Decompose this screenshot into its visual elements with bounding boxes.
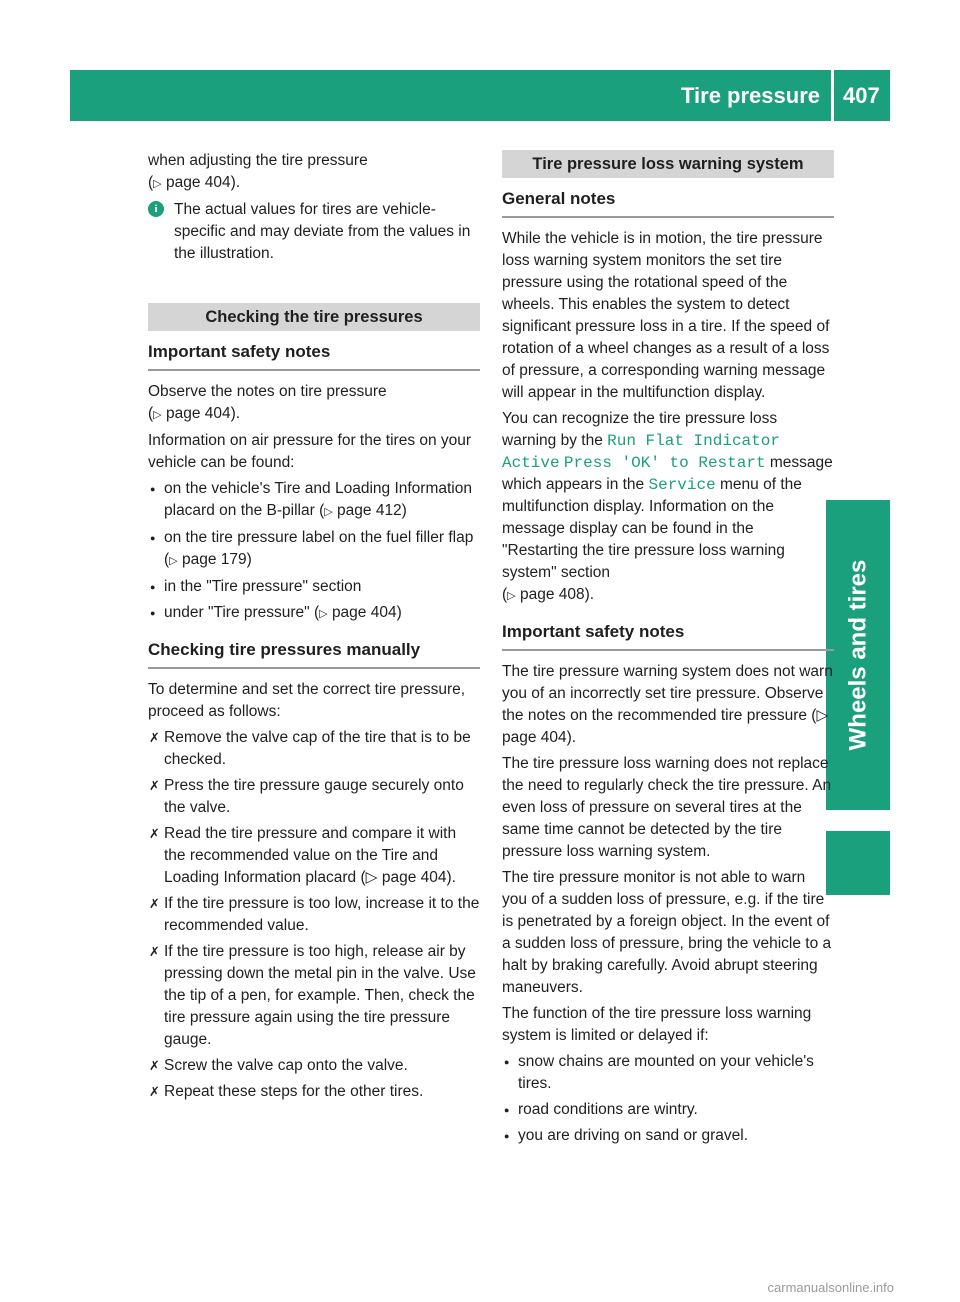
info-note: i The actual values for tires are vehicle-specific and may deviate from the values in the illustration. xyxy=(148,199,480,265)
list-item: ● in the "Tire pressure" section xyxy=(148,576,480,598)
safety-text: The tire pressure warning system does not warn you of an incorrectly set tire pressure. Observe the notes on the recommended tire pressure (▷ page 404). xyxy=(502,663,833,746)
step-item: ✗ Screw the valve cap onto the valve. xyxy=(148,1055,480,1077)
page-ref-link[interactable]: page 412) xyxy=(337,502,407,519)
step-x-icon: ✗ xyxy=(149,1084,160,1099)
page-number: 407 xyxy=(843,83,880,108)
safety-heading: Important safety notes xyxy=(148,341,480,371)
display-menu: Service xyxy=(648,476,716,494)
page-ref-link[interactable]: page 404) xyxy=(331,604,402,621)
section-title: Checking the tire pressures xyxy=(148,303,480,331)
header-separator xyxy=(831,70,834,121)
header-bar xyxy=(70,70,890,121)
list-item: ● on the vehicle's Tire and Loading Information placard on the B-pillar (▷ page 412) xyxy=(148,478,480,523)
watermark: carmanualsonline.info xyxy=(767,1280,894,1295)
section-title: Tire pressure loss warning system xyxy=(502,150,834,178)
safety-text: The tire pressure loss warning does not replace the need to regularly check the tire pressure. An even loss of pressure on several tires at the same time cannot be detected by the tire pressure loss warning system. xyxy=(502,755,832,860)
limited-list xyxy=(502,1051,834,1147)
page-ref-arrow-icon: ▷ xyxy=(507,590,516,602)
header-title: Tire pressure xyxy=(680,83,820,108)
manual-heading: Checking tire pressures manually xyxy=(148,639,480,669)
display-message: Press 'OK' to Restart xyxy=(563,454,766,472)
side-tab xyxy=(826,500,890,810)
side-square-marker xyxy=(826,831,890,895)
step-x-icon: ✗ xyxy=(149,730,160,745)
page-ref-arrow-icon: ▷ xyxy=(153,178,162,190)
step-x-icon: ✗ xyxy=(149,896,160,911)
page-ref-link[interactable]: page 404). xyxy=(165,405,241,422)
left-column xyxy=(148,150,480,1107)
step-item: ✗ Read the tire pressure and compare it with the recommended value on the Tire and Loading Information placard (▷ page 404). xyxy=(149,825,457,886)
list-item: ● under "Tire pressure" (▷ page 404) xyxy=(148,602,480,625)
page-ref-arrow-icon: ▷ xyxy=(324,506,333,518)
safety-heading: Important safety notes xyxy=(502,621,834,651)
right-column xyxy=(502,150,834,1151)
recognize-text: You can recognize the tire pressure loss warning by the Run Flat Indicator Active Press 'OK' to Restart message which appears in the Service menu of the multifunction display. Information on the message display can be found in the "Restarting the tire pressure loss warning system" section (▷ page 408). xyxy=(502,410,833,603)
page-ref-link[interactable]: page 404). xyxy=(165,174,241,191)
step-item: ✗ Remove the valve cap of the tire that is to be checked. xyxy=(149,729,471,768)
steps-list xyxy=(148,727,480,1103)
page-ref-arrow-icon: ▷ xyxy=(169,555,178,567)
found-list xyxy=(148,478,480,625)
page-ref-link[interactable]: page 179) xyxy=(181,551,252,568)
info-air-text: Information on air pressure for the tires on your vehicle can be found: xyxy=(148,432,472,471)
page-ref-arrow-icon: ▷ xyxy=(153,409,162,421)
list-item: ● road conditions are wintry. xyxy=(502,1099,834,1121)
step-x-icon: ✗ xyxy=(149,944,160,959)
page-ref-arrow-icon: ▷ xyxy=(319,608,328,620)
list-item: ● on the tire pressure label on the fuel filler flap (▷ page 179) xyxy=(148,527,480,572)
info-icon: i xyxy=(148,201,164,217)
page-ref-link[interactable]: page 408). xyxy=(519,586,595,603)
safety-text: The tire pressure monitor is not able to warn you of a sudden loss of pressure, e.g. if the tire is penetrated by a foreign object. In the event of a sudden loss of pressure, bring the vehicle to a halt by braking carefully. Avoid abrupt steering maneuvers. xyxy=(502,869,832,996)
step-x-icon: ✗ xyxy=(149,1058,160,1073)
intro-text: when adjusting the tire pressure (▷ page 404). xyxy=(148,152,368,191)
general-heading: General notes xyxy=(502,188,834,218)
display-message: Run Flat Indicator Active xyxy=(502,432,780,472)
limited-intro: The function of the tire pressure loss warning system is limited or delayed if: xyxy=(502,1005,812,1044)
step-item: ✗ Press the tire pressure gauge securely onto the valve. xyxy=(149,777,464,816)
step-item: ✗ If the tire pressure is too high, release air by pressing down the metal pin in the valve. Use the tip of a pen, for example. Then, check the tire pressure again using the tire pressure gauge. xyxy=(149,943,476,1048)
manual-intro: To determine and set the correct tire pressure, proceed as follows: xyxy=(148,681,466,720)
observe-text: Observe the notes on tire pressure (▷ page 404). xyxy=(148,383,387,422)
step-x-icon: ✗ xyxy=(149,826,160,841)
side-tab-label: Wheels and tires xyxy=(844,559,872,751)
list-item: ● snow chains are mounted on your vehicle's tires. xyxy=(502,1051,834,1095)
list-item: ● you are driving on sand or gravel. xyxy=(502,1125,834,1147)
general-text: While the vehicle is in motion, the tire pressure loss warning system monitors the set tire pressure using the rotational speed of the wheels. This enables the system to detect significant pressure loss in a tire. If the speed of rotation of a wheel changes as a result of a loss of pressure, a corresponding warning message will appear in the multifunction display. xyxy=(502,230,830,401)
step-item: ✗ Repeat these steps for the other tires. xyxy=(148,1081,480,1103)
step-x-icon: ✗ xyxy=(149,778,160,793)
step-item: ✗ If the tire pressure is too low, increase it to the recommended value. xyxy=(149,895,480,934)
